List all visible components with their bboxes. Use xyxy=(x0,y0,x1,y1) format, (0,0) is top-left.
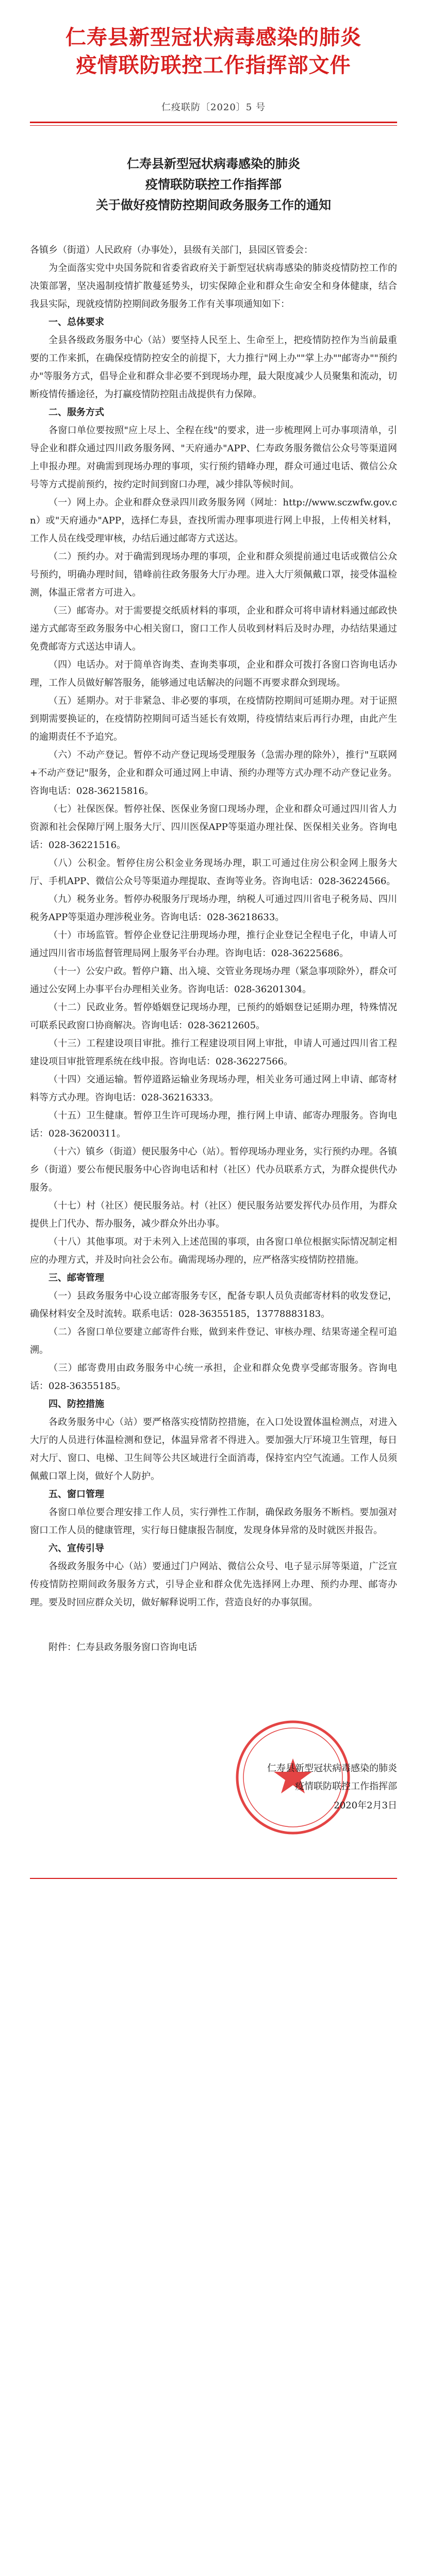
body-paragraph: （九）税务业务。暂停办税服务厅现场办理，纳税人可通过四川省电子税务局、四川税务APP等渠道办理涉税业务。咨询电话：028-36218633。 xyxy=(30,894,397,923)
body-paragraph: （二）预约办。对于确需到现场办理的事项，企业和群众须提前通过电话或微信公众号预约，明确办理时间，错峰前往政务服务大厅办理。进入大厅须佩戴口罩，接受体温检测，体温正常者方可进入。 xyxy=(30,551,397,598)
body-paragraph: （十三）工程建设项目审批。推行工程建设项目网上审批，申请人可通过四川省工程建设项目审批管理系统在线申报。咨询电话：028-36227566。 xyxy=(30,1038,397,1067)
document-title xyxy=(30,154,397,215)
issuing-organization xyxy=(267,1759,397,1795)
body-paragraph: （十五）卫生健康。暂停卫生许可现场办理，推行网上申请、邮寄办理服务。咨询电话：028-36200311。 xyxy=(30,1110,397,1139)
section-heading: 五、窗口管理 xyxy=(48,1489,104,1500)
closing-block xyxy=(30,1718,397,1842)
body-paragraph: （十）市场监管。暂停企业登记注册现场办理，推行企业登记全程电子化，申请人可通过四川省市场监督管理局网上服务平台办理。咨询电话：028-36225686。 xyxy=(30,930,397,959)
title-line-2: 疫情联防联控工作指挥部 xyxy=(145,177,282,192)
masthead-line-2: 疫情联防联控工作指挥部文件 xyxy=(76,53,351,77)
body-paragraph: （七）社保医保。暂停社保、医保业务窗口现场办理，企业和群众可通过四川省人力资源和社会保障厅网上服务大厅、四川医保APP等渠道办理社保、医保相关业务。咨询电话：028-36221516。 xyxy=(30,804,397,851)
body-paragraph: （一）县政务服务中心设立邮寄服务专区，配备专职人员负责邮寄材料的收发登记，确保材料安全及时流转。联系电话：028-36355185，13778883183。 xyxy=(30,1291,397,1319)
section-heading: 四、防控措施 xyxy=(48,1399,104,1410)
body-paragraph: （八）公积金。暂停住房公积金业务现场办理，职工可通过住房公积金网上服务大厅、手机APP、微信公众号等渠道办理提取、查询等业务。咨询电话：028-36224566。 xyxy=(30,858,397,887)
body-paragraph: （十一）公安户政。暂停户籍、出入境、交管业务现场办理（紧急事项除外），群众可通过公安网上办事平台办理相关业务。咨询电话：028-36201304。 xyxy=(30,966,397,995)
body-paragraph: 全县各级政务服务中心（站）要坚持人民至上、生命至上，把疫情防控作为当前最重要的工作来抓，在确保疫情防控安全的前提下，大力推行"网上办""掌上办""邮寄办""预约办"等服务方式，倡导企业和群众非必要不到现场办理，最大限度减少人员聚集和流动，切断疫情传播途径，为打赢疫情防控阻击战提供有力保障。 xyxy=(30,335,397,400)
section-heading: 二、服务方式 xyxy=(48,407,104,418)
title-line-3: 关于做好疫情防控期间政务服务工作的通知 xyxy=(96,197,331,212)
bottom-red-rule xyxy=(30,1878,397,1879)
body-paragraph: （四）电话办。对于简单咨询类、查询类事项，企业和群众可拨打各窗口咨询电话办理，工作人员做好解答服务，能够通过电话解决的问题不再要求群众到现场。 xyxy=(30,659,397,688)
body-paragraph: 各窗口单位要合理安排工作人员，实行弹性工作制，确保政务服务不断档。要加强对窗口工作人员的健康管理，实行每日健康报告制度，发现身体异常的及时就医并报告。 xyxy=(30,1507,397,1536)
body-paragraph: 各窗口单位要按照"应上尽上、全程在线"的要求，进一步梳理网上可办事项清单，引导企业和群众通过四川政务服务网、"天府通办"APP、仁寿政务服务微信公众号等渠道网上申报办理。对确需到现场办理的事项，实行预约错峰办理，群众可通过电话、微信公众号等方式提前预约，按约定时间到窗口办理，减少排队等候时间。 xyxy=(30,425,397,490)
issuing-organization-line-2: 疫情联防联控工作指挥部 xyxy=(295,1781,397,1792)
body-paragraph: （十二）民政业务。暂停婚姻登记现场办理，已预约的婚姻登记延期办理，特殊情况可联系民政窗口协商解决。咨询电话：028-36212605。 xyxy=(30,1002,397,1031)
blank-spacer xyxy=(30,1612,397,1638)
body-paragraph: （十八）其他事项。对于未列入上述范围的事项，由各窗口单位根据实际情况制定相应的办理方式，并及时向社会公布。确需现场办理的，应严格落实疫情防控措施。 xyxy=(30,1236,397,1265)
body-paragraph: 附件：仁寿县政务服务窗口咨询电话 xyxy=(48,1642,197,1653)
body-paragraph: （一）网上办。企业和群众登录四川政务服务网（网址：http://www.sczwfw.gov.cn）或"天府通办"APP，选择仁寿县，查找所需办理事项进行网上申报，上传相关材料，工作人员在线受理审核，办结后通过邮寄方式送达。 xyxy=(30,497,397,544)
body-paragraph: 各政务服务中心（站）要严格落实疫情防控措施，在入口处设置体温检测点，对进入大厅的人员进行体温检测和登记，体温异常者不得进入。要加强大厅环境卫生管理，每日对大厅、窗口、电梯、卫生间等公共区域进行全面消毒，保持室内空气流通。工作人员须佩戴口罩上岗，做好个人防护。 xyxy=(30,1417,397,1482)
body-paragraph: （十四）交通运输。暂停道路运输业务现场办理，相关业务可通过网上申请、邮寄材料等方式办理。咨询电话：028-36216333。 xyxy=(30,1074,397,1103)
masthead-line-1: 仁寿县新型冠状病毒感染的肺炎 xyxy=(65,25,362,49)
body-paragraph: （十七）村（社区）便民服务站。村（社区）便民服务站要发挥代办员作用，为群众提供上门代办、帮办服务，减少群众外出办事。 xyxy=(30,1200,397,1229)
body-paragraph: 各级政务服务中心（站）要通过门户网站、微信公众号、电子显示屏等渠道，广泛宣传疫情防控期间政务服务方式，引导企业和群众优先选择网上办理、预约办理、邮寄办理。要及时回应群众关切，做好解释说明工作，营造良好的办事氛围。 xyxy=(30,1561,397,1608)
body-paragraph: 为全面落实党中央国务院和省委省政府关于新型冠状病毒感染的肺炎疫情防控工作的决策部署，坚决遏制疫情扩散蔓延势头，切实保障企业和群众生命安全和身体健康，结合我县实际，现就疫情防控期间政务服务工作有关事项通知如下： xyxy=(30,263,397,310)
body-paragraph: （三）邮寄办。对于需要提交纸质材料的事项，企业和群众可将申请材料通过邮政快递方式邮寄至政务服务中心相关窗口，窗口工作人员收到材料后及时办理，办结结果通过免费邮寄方式送达申请人。 xyxy=(30,605,397,652)
issue-date: 2020年2月3日 xyxy=(334,1800,397,1811)
section-heading: 一、总体要求 xyxy=(48,317,104,328)
red-divider-thin xyxy=(30,125,397,126)
red-divider xyxy=(30,122,397,123)
body-paragraph: （二）各窗口单位要建立邮寄件台账，做到来件登记、审核办理、结果寄递全程可追溯。 xyxy=(30,1327,397,1355)
document-body xyxy=(30,259,397,1656)
section-heading: 六、宣传引导 xyxy=(48,1543,104,1554)
body-paragraph: （五）延期办。对于非紧急、非必要的事项，在疫情防控期间可延期办理。对于证照到期需要换证的，在疫情防控期间可适当延长有效期，待疫情结束后再行办理，由此产生的逾期责任不予追究。 xyxy=(30,696,397,742)
body-paragraph: （十六）镇乡（街道）便民服务中心（站）。暂停现场办理业务，实行预约办理。各镇乡（街道）要公布便民服务中心咨询电话和村（社区）代办员联系方式，为群众提供代办服务。 xyxy=(30,1146,397,1193)
masthead xyxy=(30,0,397,79)
title-line-1: 仁寿县新型冠状病毒感染的肺炎 xyxy=(127,156,300,171)
section-heading: 三、邮寄管理 xyxy=(48,1273,104,1283)
document-number: 仁疫联防〔2020〕5 号 xyxy=(161,102,266,113)
salutation: 各镇乡（街道）人民政府（办事处），县级有关部门，县园区管委会： xyxy=(30,245,313,256)
body-paragraph: （三）邮寄费用由政务服务中心统一承担，企业和群众免费享受邮寄服务。咨询电话：028-36355185。 xyxy=(30,1363,397,1392)
body-paragraph: （六）不动产登记。暂停不动产登记现场受理服务（急需办理的除外），推行"互联网+不动产登记"服务，企业和群众可通过网上申请、预约办理等方式办理不动产登记业务。咨询电话：028-36215816。 xyxy=(30,750,397,796)
issuing-organization-line-1: 仁寿县新型冠状病毒感染的肺炎 xyxy=(267,1763,397,1774)
